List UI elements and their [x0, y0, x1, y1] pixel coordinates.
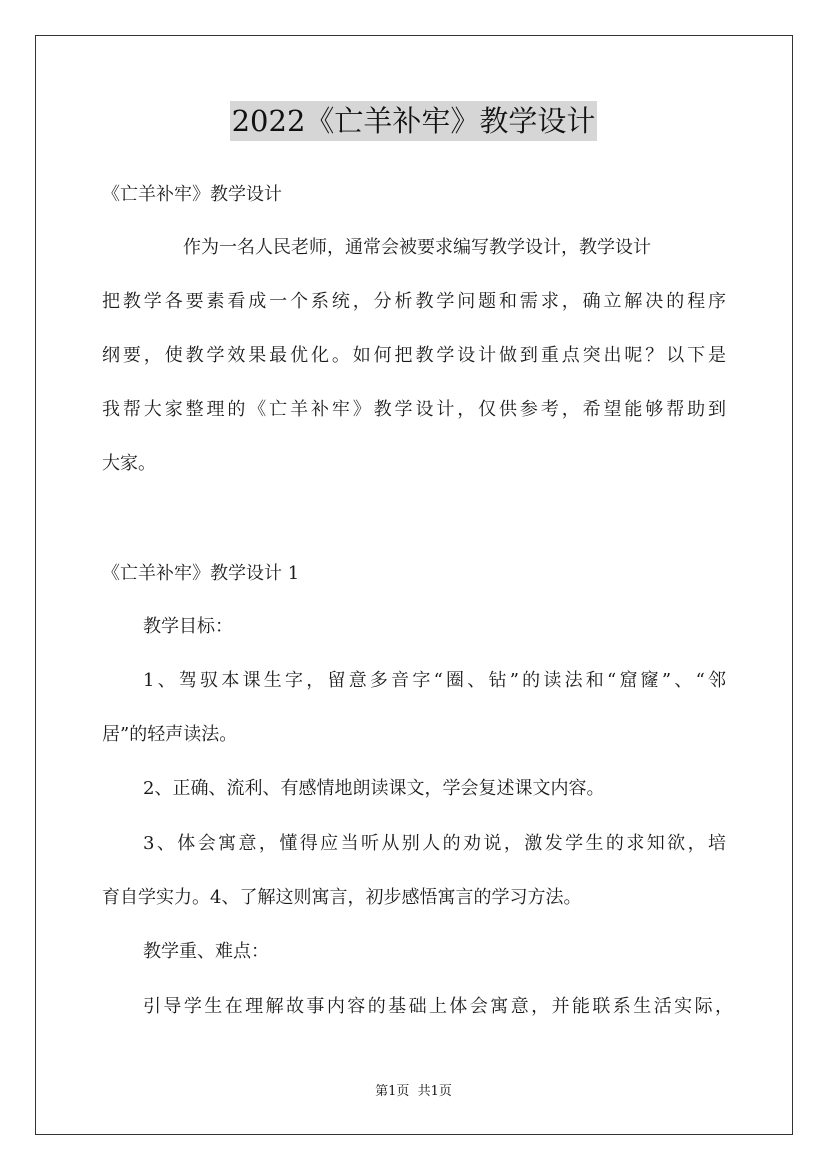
intro-line-2: 把教学各要素看成一个系统，分析教学问题和需求，确立解决的程序	[102, 291, 726, 312]
goal-2: 2、正确、流利、有感情地朗读课文，学会复述课文内容。	[143, 778, 605, 799]
goal-3-line-1: 3、体会寓意，懂得应当听从别人的劝说，激发学生的求知欲，培	[143, 833, 726, 854]
keypoints-line-1: 引导学生在理解故事内容的基础上体会寓意，并能联系生活实际，	[143, 996, 733, 1017]
section-heading: 《亡羊补牢》教学设计 1	[102, 563, 300, 584]
intro-line-5: 大家。	[102, 453, 156, 474]
intro-line-3: 纲要，使教学效果最优化。如何把教学设计做到重点突出呢？以下是	[102, 345, 726, 366]
intro-line-1: 作为一名人民老师，通常会被要求编写教学设计，教学设计	[183, 237, 651, 258]
page-number: 第1页	[375, 1084, 410, 1099]
goals-heading: 教学目标：	[143, 616, 233, 637]
page-footer	[0, 1083, 827, 1101]
goal-1-line-1: 1、驾驭本课生字，留意多音字“圈、钻”的读法和“窟窿”、“邻	[143, 670, 726, 691]
page-total: 共1页	[417, 1084, 452, 1099]
intro-line-4: 我帮大家整理的《亡羊补牢》教学设计，仅供参考，希望能够帮助到	[102, 399, 726, 420]
document-title: 2022《亡羊补牢》教学设计	[230, 101, 598, 141]
goal-1-line-2: 居”的轻声读法。	[102, 724, 238, 745]
title-container	[0, 101, 827, 141]
document-subtitle: 《亡羊补牢》教学设计	[102, 184, 282, 205]
goal-3-line-2: 育自学实力。4、了解这则寓言，初步感悟寓言的学习方法。	[102, 887, 582, 908]
keypoints-heading: 教学重、难点：	[143, 941, 269, 962]
